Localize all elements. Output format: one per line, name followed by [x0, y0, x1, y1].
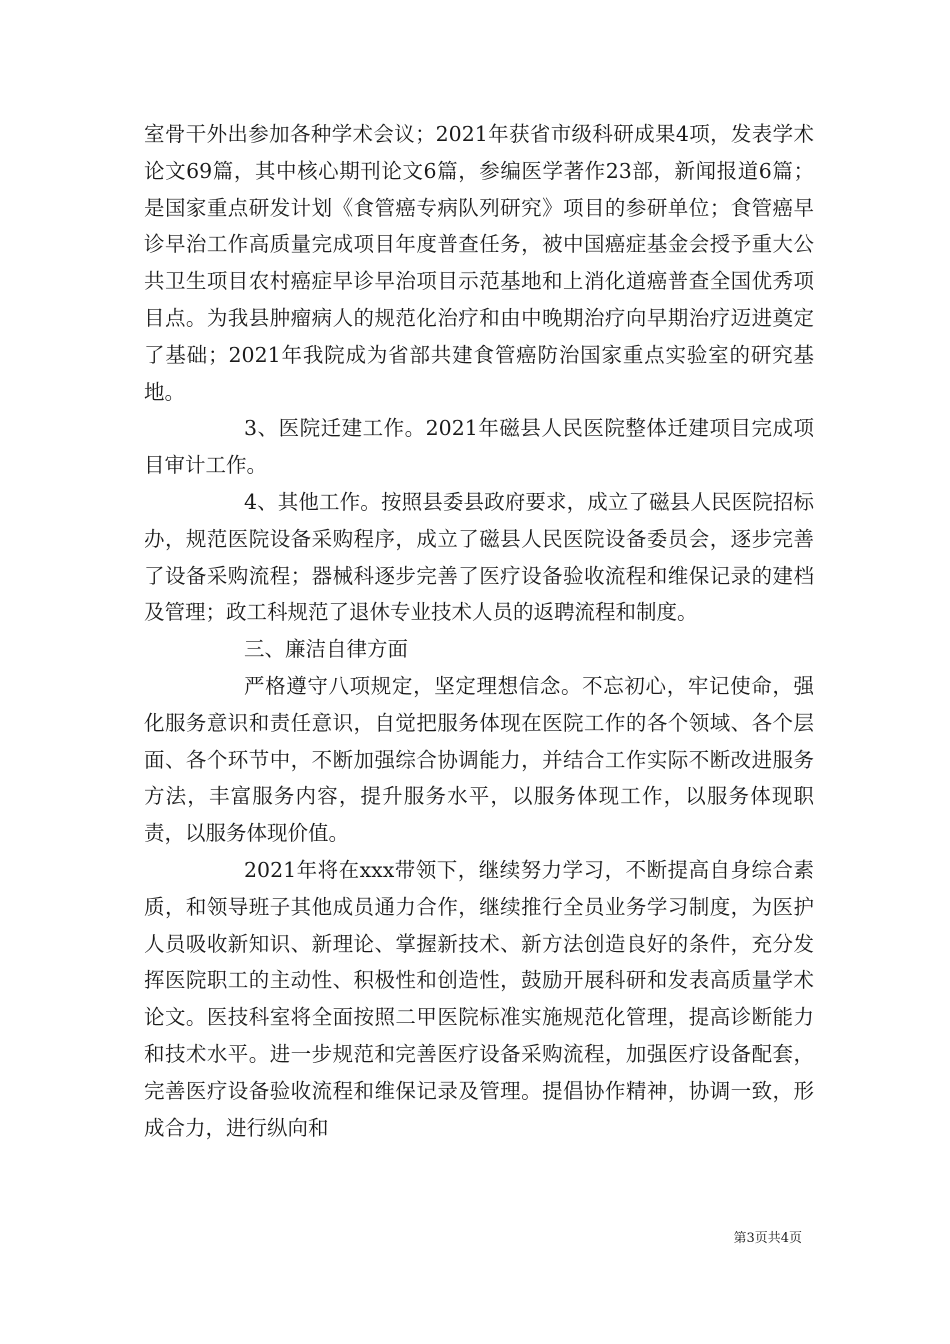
- paragraph-integrity: 严格遵守八项规定，坚定理想信念。不忘初心，牢记使命，强化服务意识和责任意识，自觉把服务体现在医院工作的各个领域、各个层面、各个环节中，不断加强综合协调能力，并结合工作实际不断改进服务方法，丰富服务内容，提升服务水平，以服务体现工作，以服务体现职责，以服务体现价值。: [144, 673, 814, 846]
- paragraph-hospital-relocation: 3、医院迁建工作。2021年磁县人民医院整体迁建项目完成项目审计工作。: [144, 416, 814, 478]
- paragraph-other-work: 4、其他工作。按照县委县政府要求，成立了磁县人民医院招标办，规范医院设备采购程序，成立了磁县人民医院设备委员会，逐步完善了设备采购流程；器械科逐步完善了医疗设备验收流程和维保记录的建档及管理；政工科规范了退休专业技术人员的返聘流程和制度。: [144, 489, 814, 625]
- paragraph-plan: 2021年将在xxx带领下，继续努力学习，不断提高自身综合素质，和领导班子其他成员通力合作，继续推行全员业务学习制度，为医护人员吸收新知识、新理论、掌握新技术、新方法创造良好的条件，充分发挥医院职工的主动性、积极性和创造性，鼓励开展科研和发表高质量学术论文。医技科室将全面按照二甲医院标准实施规范化管理，提高诊断能力和技术水平。进一步规范和完善医疗设备采购流程，加强医疗设备配套，完善医疗设备验收流程和维保记录及管理。提倡协作精神，协调一致，形成合力，进行纵向和: [144, 857, 814, 1140]
- page-number: 第3页共4页: [733, 1231, 802, 1246]
- document-body: [144, 116, 814, 1146]
- paragraph-research-achievements: 室骨干外出参加各种学术会议；2021年获省市级科研成果4项，发表学术论文69篇，其中核心期刊论文6篇，参编医学著作23部，新闻报道6篇；是国家重点研发计划《食管癌专病队列研究》项目的参研单位；食管癌早诊早治工作高质量完成项目年度普查任务，被中国癌症基金会授予重大公共卫生项目农村癌症早诊早治项目示范基地和上消化道癌普查全国优秀项目点。为我县肿瘤病人的规范化治疗和由中晚期治疗向早期治疗迈进奠定了基础；2021年我院成为省部共建食管癌防治国家重点实验室的研究基地。: [144, 122, 814, 404]
- section-heading-integrity: 三、廉洁自律方面: [244, 637, 408, 662]
